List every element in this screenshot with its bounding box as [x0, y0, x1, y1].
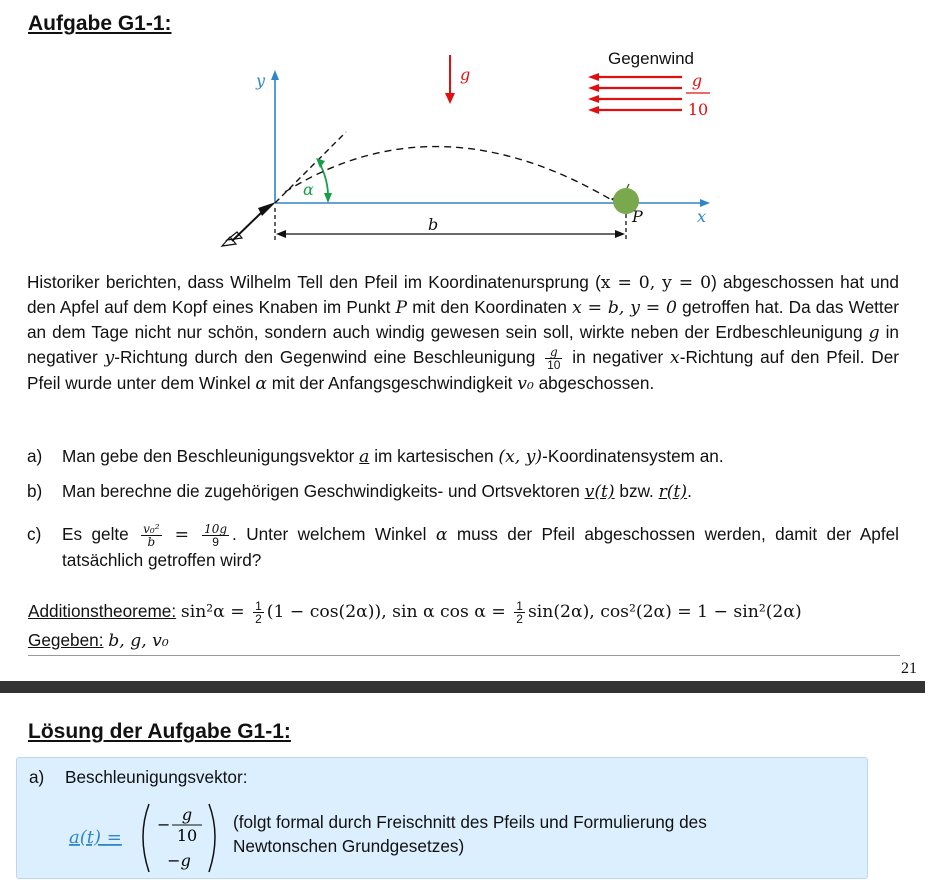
task-title: Aufgabe G1-1:: [28, 12, 172, 35]
svg-text:−g: −g: [167, 851, 191, 870]
velocity-ratio-fraction: $\frac{\text{v₀²}}{b}$: [143, 521, 160, 549]
gravity-arrowhead: [445, 93, 455, 104]
problem-paragraph: Historiker berichten, dass Wilhelm Tell den Pfeil im Koordinatenursprung (x = 0, y = 0) abgeschossen hat und den Apfel auf dem Kopf eines Knaben im Punkt P mit den Koordinaten x = b, y = 0 getroffen hat. Da das Wetter an dem Tage nicht nur schön, sondern auch windig gewesen sein soll, wirkte neben der Erdbeschleunigung g in negativer y-Richtung durch den Gegenwind eine Beschleunigung $\frac{g}{10}$ in negativer x-Richtung auf den Pfeil. Der Pfeil wurde unter dem Winkel α mit der Anfangsgeschwindigkeit v₀ abgeschossen.: [27, 272, 900, 394]
acceleration-vector: [69, 798, 229, 880]
trajectory-figure: [0, 40, 925, 260]
x-axis-arrowhead: [700, 199, 710, 207]
page-number: 21: [901, 660, 917, 677]
point-label: P: [632, 207, 643, 226]
svg-text:−: −: [157, 815, 171, 834]
given-values: b, g, v₀: [108, 631, 169, 651]
page-divider: [28, 655, 900, 656]
trajectory-path: [285, 147, 620, 205]
angle-arrowhead: [324, 193, 332, 203]
given-label: Gegeben:: [28, 630, 104, 650]
solution-title: Lösung der Aufgabe G1-1:: [28, 720, 291, 743]
distance-label: b: [428, 215, 439, 234]
arrow-projectile-icon: [222, 202, 276, 246]
wind-fraction-numerator: g: [691, 71, 703, 90]
vector-note: (folgt formal durch Freischnitt des Pfeils und Formulierung des Newtonschen Grundgesetzes): [233, 812, 707, 856]
solution-box: [16, 757, 868, 879]
solution-item-label: a): [29, 767, 45, 787]
y-axis-arrowhead: [271, 70, 279, 80]
ten-g-ninths-fraction: $\frac{10g}{9}$: [204, 521, 228, 549]
solution-page: [0, 693, 925, 870]
angle-label: α: [303, 180, 314, 199]
x-axis-label: x: [697, 207, 707, 226]
svg-text:g: g: [181, 805, 193, 824]
wind-fraction-inline: $\frac{g}{10}$: [547, 344, 561, 372]
angle-arrowhead-2: [316, 158, 325, 168]
y-axis-label: y: [256, 71, 266, 90]
solution-heading: Beschleunigungsvektor:: [65, 767, 248, 787]
vector-lhs: a(t) =: [69, 827, 122, 848]
addition-theorems-label: Additionstheoreme:: [28, 601, 177, 621]
gravity-label: g: [460, 65, 471, 84]
addition-theorems: Additionstheoreme: sin²α = $\frac{1}{2}$ (1 − cos(2α)), sin α cos α = $\frac{1}{2}$ sin(2α), cos²(2α) = 1 − sin²(2α) Gegeben: b, g, v₀: [28, 598, 802, 651]
gegenwind-label: Gegenwind: [608, 49, 695, 68]
task-page: Aufgabe G1-1: y x g Gegenwind g 10 α P b Historiker berichten, dass Wilhelm Tell den Pfeil im Koordinatenursprung (x = 0, y = 0) abgeschossen hat und den Apfel auf dem Kopf eines Knaben im Punkt P mit den Koordinaten x = b, y = 0 getroffen hat. Da das Wetter an dem Tage nicht nur schön, sondern auch windig gewesen sein soll, wirkte neben der Erdbeschleunigung g in negativer y-Richtung durch den Gegenwind eine Beschleunigung $\frac{g}{10}$ in negativer x-Richtung auf den Pfeil. Der Pfeil wurde unter dem Winkel α mit der Anfangsgeschwindigkeit v₀ abgeschossen. a) Man gebe den Beschleunigungsvektor a im kartesischen (x, y)-Koordinatensystem an. b) Man berechne die zugehörigen Geschwindigkeits- und Ortsvektoren v(t) bzw. r(t). c) Es gelte $\frac{\text{v₀²}}{b}$ = $\frac{10g}{9}$ . Unter welchem Winkel α muss der Pfeil abgeschossen werden, damit der Apfel tatsächlich getroffen wird? Additionstheoreme: sin²α = $\frac{1}{2}$ (1 − cos(2α)), sin α cos α = $\frac{1}{2}$ sin(2α), cos²(2α) = 1 − sin²(2α) Gegeben: b, g, v₀ 21: [0, 0, 925, 680]
page-separator: [0, 681, 925, 693]
headwind-arrows: [588, 73, 682, 114]
wind-fraction-denominator: 10: [687, 100, 709, 119]
svg-text:10: 10: [176, 826, 198, 845]
